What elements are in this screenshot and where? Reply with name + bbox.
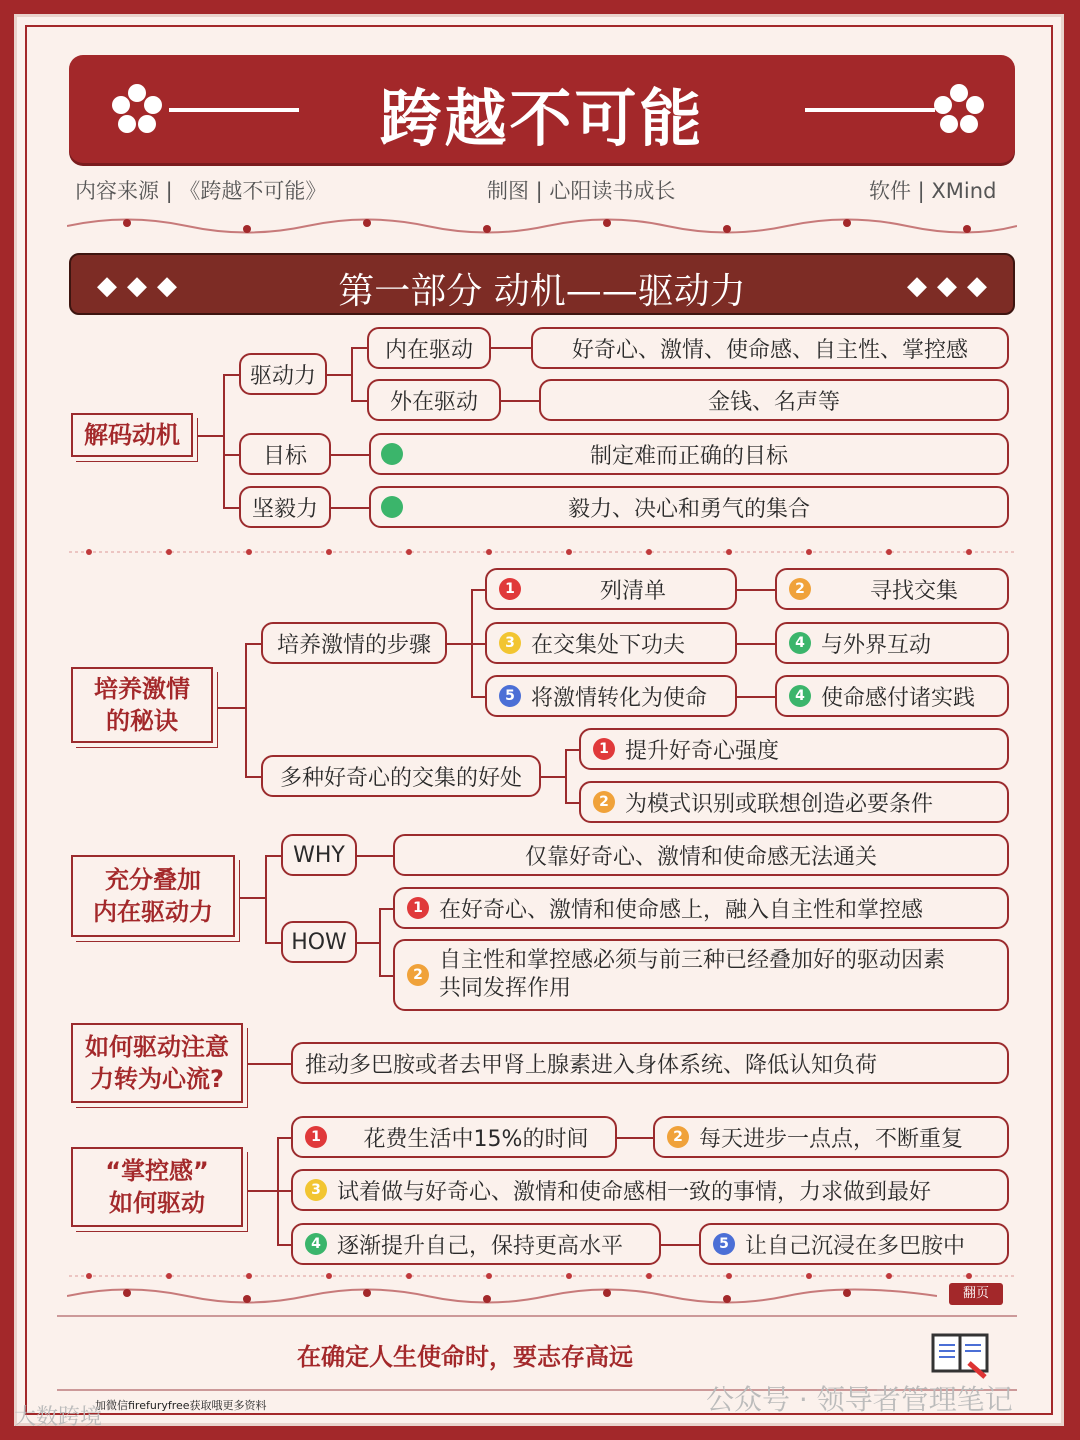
node-internal-drive: 内在驱动 [367, 327, 491, 369]
stack-label-line1: 充分叠加 [105, 866, 201, 894]
connector [239, 897, 265, 899]
watermark-right: 公众号 · 领导者管理笔记 [706, 1383, 1013, 1416]
number-badge: 4 [789, 632, 811, 654]
node-external-drive: 外在驱动 [367, 379, 501, 421]
small-note: 加微信firefuryfree获取哦更多资料 [95, 1399, 267, 1412]
number-badge: 3 [305, 1179, 327, 1201]
page-title: 跨越不可能 [379, 82, 705, 155]
node-mastery1 [291, 1116, 617, 1158]
benefit2-text: 为模式识别或联想创造必要条件 [625, 791, 934, 817]
number-badge: 2 [789, 578, 811, 600]
grit-desc-text: 毅力、决心和勇气的集合 [567, 496, 810, 522]
connector [245, 643, 247, 777]
number-badge: 1 [499, 578, 521, 600]
node-step3 [485, 622, 737, 664]
title-banner [69, 55, 1015, 163]
flow-label-line2: 力转为心流? [90, 1065, 224, 1093]
connector [501, 400, 539, 402]
node-benefit1 [579, 728, 1009, 770]
connector [471, 643, 485, 645]
category-decode: 解码动机 [71, 413, 193, 457]
mastery1-text: 花费生活中15%的时间 [363, 1126, 589, 1152]
node-how1 [393, 887, 1009, 929]
connector [565, 749, 579, 751]
connector [277, 1190, 291, 1192]
footer-rule [57, 1315, 1017, 1317]
connector [265, 855, 267, 943]
category-passion [71, 667, 213, 743]
node-why-desc: 仅靠好奇心、激情和使命感无法通关 [393, 834, 1009, 876]
connector [217, 707, 245, 709]
vine-divider-bottom [67, 1283, 937, 1309]
step4a-text: 与外界互动 [821, 632, 932, 658]
node-passion-benefit: 多种好奇心的交集的好处 [261, 755, 541, 797]
how2-line1: 自主性和掌控感必须与前三种已经叠加好的驱动因素 [439, 948, 946, 973]
flow-label-line1: 如何驱动注意 [85, 1033, 229, 1061]
connector [351, 400, 367, 402]
node-why: WHY [281, 834, 357, 876]
number-badge: 3 [499, 632, 521, 654]
node-benefit2 [579, 781, 1009, 823]
node-mastery5 [699, 1223, 1009, 1265]
node-goal-desc [369, 433, 1009, 475]
title-line-right [805, 108, 935, 112]
flower-icon-right [931, 81, 987, 137]
connector [331, 454, 369, 456]
step1-text: 列清单 [599, 578, 666, 604]
node-step5 [485, 675, 737, 717]
hearts-divider-bottom [69, 1271, 1015, 1281]
connector [223, 454, 239, 456]
node-external-desc: 金钱、名声等 [539, 379, 1009, 421]
node-how: HOW [281, 921, 357, 963]
passion-label-line2: 的秘诀 [106, 707, 178, 735]
watermark-left: 大数跨境 [14, 1405, 103, 1430]
mastery-label-line1: “掌控感” [105, 1157, 209, 1185]
node-step2 [775, 568, 1009, 610]
connector [223, 374, 225, 508]
category-stack [71, 855, 235, 937]
node-grit-desc [369, 486, 1009, 528]
connector [661, 1244, 699, 1246]
connector [565, 749, 567, 803]
connector [277, 1137, 291, 1139]
vine-divider-top [67, 213, 1017, 239]
footer-motto: 在确定人生使命时，要志存高远 [297, 1343, 633, 1371]
node-grit: 坚毅力 [239, 486, 331, 528]
category-mastery [71, 1147, 243, 1227]
section-header [69, 253, 1015, 315]
number-badge: 2 [667, 1126, 689, 1148]
diamond-icons-left: ◆◆◆ [97, 271, 187, 301]
connector [245, 643, 261, 645]
meta-source: 内容来源 | 《跨越不可能》 [75, 179, 327, 203]
section-title: 第一部分 动机——驱动力 [338, 271, 746, 312]
connector [471, 696, 485, 698]
mastery2-text: 每天进步一点点，不断重复 [699, 1126, 964, 1152]
mastery3-text: 试着做与好奇心、激情和使命感相一致的事情，力求做到最好 [337, 1179, 932, 1205]
passion-label-line1: 培养激情 [94, 675, 190, 703]
connector [379, 908, 381, 976]
connector [197, 435, 223, 437]
goal-desc-text: 制定难而正确的目标 [589, 443, 788, 469]
connector [379, 975, 393, 977]
node-how2 [393, 939, 1009, 1011]
node-step4a [775, 622, 1009, 664]
hearts-divider [69, 547, 1015, 557]
mastery5-text: 让自己沉浸在多巴胺中 [745, 1233, 966, 1259]
node-mastery4 [291, 1223, 661, 1265]
benefit1-text: 提升好奇心强度 [625, 738, 780, 764]
connector [265, 942, 281, 944]
number-badge: 2 [593, 791, 615, 813]
step4b-text: 使命感付诸实践 [821, 685, 976, 711]
mastery4-text: 逐渐提升自己，保持更高水平 [337, 1233, 624, 1259]
connector [247, 1190, 277, 1192]
mastery-label-line2: 如何驱动 [109, 1189, 205, 1217]
number-badge: 4 [305, 1233, 327, 1255]
meta-chart-by: 制图 | 心阳读书成长 [487, 179, 676, 203]
turn-page-button[interactable]: 翻页 [949, 1283, 1003, 1305]
book-pen-icon [929, 1329, 991, 1379]
connector [565, 802, 579, 804]
step3-text: 在交集处下功夫 [531, 632, 686, 658]
person-icon [381, 496, 403, 518]
node-mastery3 [291, 1169, 1009, 1211]
diamond-icons-right: ◆◆◆ [907, 271, 997, 301]
number-badge: 2 [407, 964, 429, 986]
node-goal: 目标 [239, 433, 331, 475]
number-badge: 1 [593, 738, 615, 760]
step5-text: 将激情转化为使命 [531, 685, 708, 711]
step2-text: 寻找交集 [869, 578, 958, 604]
connector [245, 776, 261, 778]
node-step1 [485, 568, 737, 610]
how2-line2: 共同发挥作用 [439, 976, 572, 1001]
connector [357, 942, 379, 944]
connector [247, 1063, 291, 1065]
category-flow [71, 1023, 243, 1103]
connector [541, 776, 565, 778]
node-step4b [775, 675, 1009, 717]
connector [737, 589, 775, 591]
connector [265, 855, 281, 857]
connector [351, 347, 367, 349]
connector [737, 643, 775, 645]
connector [471, 589, 485, 591]
number-badge: 1 [407, 897, 429, 919]
connector [447, 643, 471, 645]
node-mastery2 [653, 1116, 1009, 1158]
person-icon [381, 443, 403, 465]
connector [223, 374, 239, 376]
number-badge: 5 [713, 1233, 735, 1255]
connector [327, 374, 351, 376]
node-passion-steps: 培养激情的步骤 [261, 622, 447, 664]
poster [14, 14, 1064, 1426]
node-drive: 驱动力 [239, 353, 327, 395]
how1-text: 在好奇心、激情和使命感上，融入自主性和掌控感 [439, 897, 924, 923]
connector [223, 507, 239, 509]
node-internal-desc: 好奇心、激情、使命感、自主性、掌控感 [531, 327, 1009, 369]
node-flow-desc: 推动多巴胺或者去甲肾上腺素进入身体系统、降低认知负荷 [291, 1042, 1009, 1084]
connector [331, 507, 369, 509]
number-badge: 4 [789, 685, 811, 707]
connector [351, 347, 353, 401]
connector [617, 1137, 653, 1139]
connector [357, 855, 393, 857]
how2-text [439, 947, 945, 1003]
connector [491, 347, 531, 349]
number-badge: 5 [499, 685, 521, 707]
connector [379, 908, 393, 910]
connector [737, 696, 775, 698]
connector [277, 1244, 291, 1246]
meta-software: 软件 | XMind [869, 179, 997, 203]
stack-label-line2: 内在驱动力 [93, 898, 213, 926]
number-badge: 1 [305, 1126, 327, 1148]
